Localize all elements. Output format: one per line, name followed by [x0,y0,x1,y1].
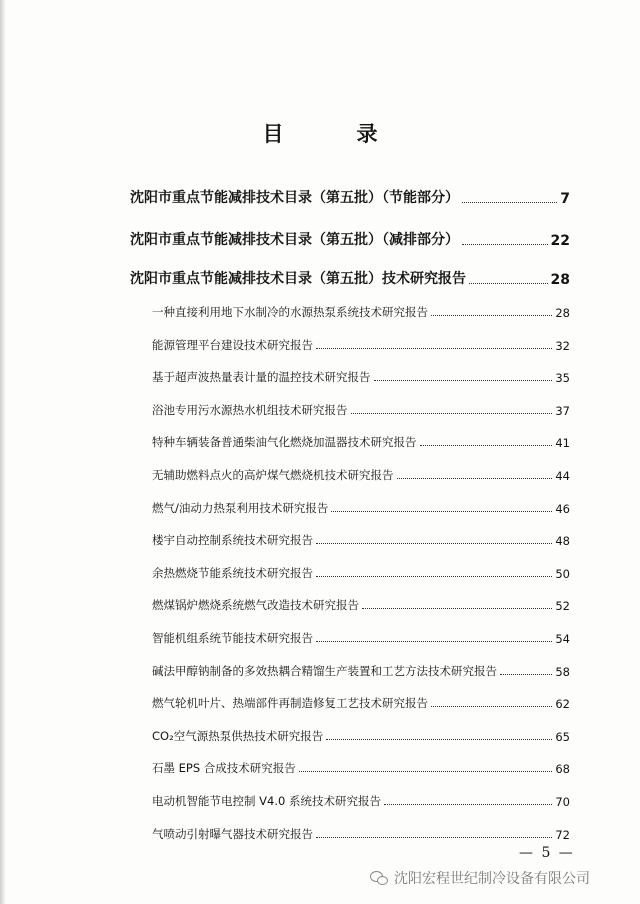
toc-entry [152,496,570,516]
toc-entry-label: 余热燃烧节能系统技术研究报告 [152,565,313,580]
toc-dot-leader [397,478,553,479]
toc-entry-page: 7 [560,191,570,207]
toc-entry-label: 智能机组系统节能技术研究报告 [152,631,313,645]
toc-entry-page: 28 [555,306,570,320]
toc-entry-label: CO₂空气源热泵供热技术研究报告 [152,728,324,743]
toc-entry-page: 52 [555,599,570,614]
toc-entry-page: 58 [555,664,570,679]
toc-dot-leader [299,771,553,772]
toc-entry-page: 46 [555,501,570,516]
toc-entry-label: 楼宇自动控制系统技术研究报告 [152,533,313,548]
toc-dot-leader [431,706,552,707]
toc-dot-leader [500,674,552,675]
toc-entry-label: 燃煤锅炉燃烧系统燃气改造技术研究报告 [152,598,359,613]
toc-dot-leader [351,413,553,414]
toc-dot-leader [384,804,552,805]
toc-entry-label: 燃气/油动力热泵利用技术研究报告 [152,500,329,515]
toc-dot-leader [374,380,553,381]
toc-dot-leader [316,348,552,349]
toc-entry [152,463,570,483]
toc-main-entry [130,229,570,249]
toc-dot-leader [420,445,553,446]
toc-entry [152,300,570,320]
toc-entry-page: 62 [555,697,570,712]
toc-entry [152,789,570,809]
toc-dot-leader [316,576,552,577]
toc-main-entry [130,268,570,288]
toc-entry-page: 35 [555,371,570,386]
toc-entry-page: 32 [555,338,570,353]
toc-entry-label: 能源管理平台建设技术研究报告 [152,337,313,352]
toc-entry-page: 68 [555,762,570,777]
toc-dot-leader [431,315,552,316]
page-number: — 5 — [519,845,575,861]
toc-entry-label: 特种车辆装备普通柴油气化燃烧加温器技术研究报告 [152,435,417,450]
toc-entry-page: 28 [550,272,570,288]
toc-entry [152,561,570,581]
toc-dot-leader [469,283,548,284]
toc-dot-leader [462,202,557,203]
toc-entry-label: 基于超声波热量表计量的温控技术研究报告 [152,370,371,385]
toc-dot-leader [462,244,548,245]
toc-entry-page: 37 [555,403,570,418]
toc-entry [152,528,570,548]
toc-entry-label: 电动机智能节电控制 V4.0 系统技术研究报告 [152,794,381,808]
toc-entry [152,593,570,613]
toc-entry-page: 41 [555,436,570,451]
wechat-icon [370,871,388,885]
toc-entry [152,333,570,353]
toc-dot-leader [316,641,552,642]
toc-entry [152,398,570,418]
watermark [370,868,590,888]
toc-entry-page: 54 [555,632,570,646]
toc-entry [152,365,570,385]
toc-entry-label: 气喷动引射曝气器技术研究报告 [152,826,313,841]
toc-entry-label: 一种直接利用地下水制冷的水源热泵系统技术研究报告 [152,305,428,319]
toc-entry-page: 22 [550,233,570,249]
toc-entry-label: 燃气轮机叶片、热端部件再制造修复工艺技术研究报告 [152,696,428,711]
toc-entry [152,691,570,711]
toc-entry-label: 无辅助燃料点火的高炉煤气燃烧机技术研究报告 [152,468,394,482]
page-title: 目 录 [262,122,404,146]
toc-entry-label: 沈阳市重点节能减排技术目录（第五批）（节能部分） [130,190,459,206]
toc-entry-label: 沈阳市重点节能减排技术目录（第五批）（减排部分） [130,232,459,248]
toc-entry [152,430,570,450]
toc-entry-label: 碱法甲醇钠制备的多效热耦合精馏生产装置和工艺方法技术研究报告 [152,663,497,678]
toc-entry-page: 50 [555,566,570,581]
toc-entry [152,822,570,842]
toc-entry [152,756,570,776]
toc-entry [152,626,570,646]
toc-entry-label: 石墨 EPS 合成技术研究报告 [152,761,296,776]
toc-dot-leader [326,739,552,740]
toc-main-entry [130,187,570,207]
toc-entry-page: 70 [555,795,570,809]
toc-dot-leader [316,837,552,838]
toc-entry [152,724,570,744]
toc-dot-leader [362,608,552,609]
toc-entry-label: 浴池专用污水源热水机组技术研究报告 [152,402,348,417]
toc-entry-page: 65 [555,729,570,744]
toc-dot-leader [316,543,552,544]
toc-entry-label: 沈阳市重点节能减排技术目录（第五批）技术研究报告 [130,271,466,287]
toc-entry-page: 48 [555,534,570,549]
watermark-text: 沈阳宏程世纪制冷设备有限公司 [394,871,590,887]
toc-entry-page: 72 [555,827,570,842]
toc-entry-page: 44 [555,469,570,483]
toc-dot-leader [331,511,552,512]
toc-entry [152,659,570,679]
